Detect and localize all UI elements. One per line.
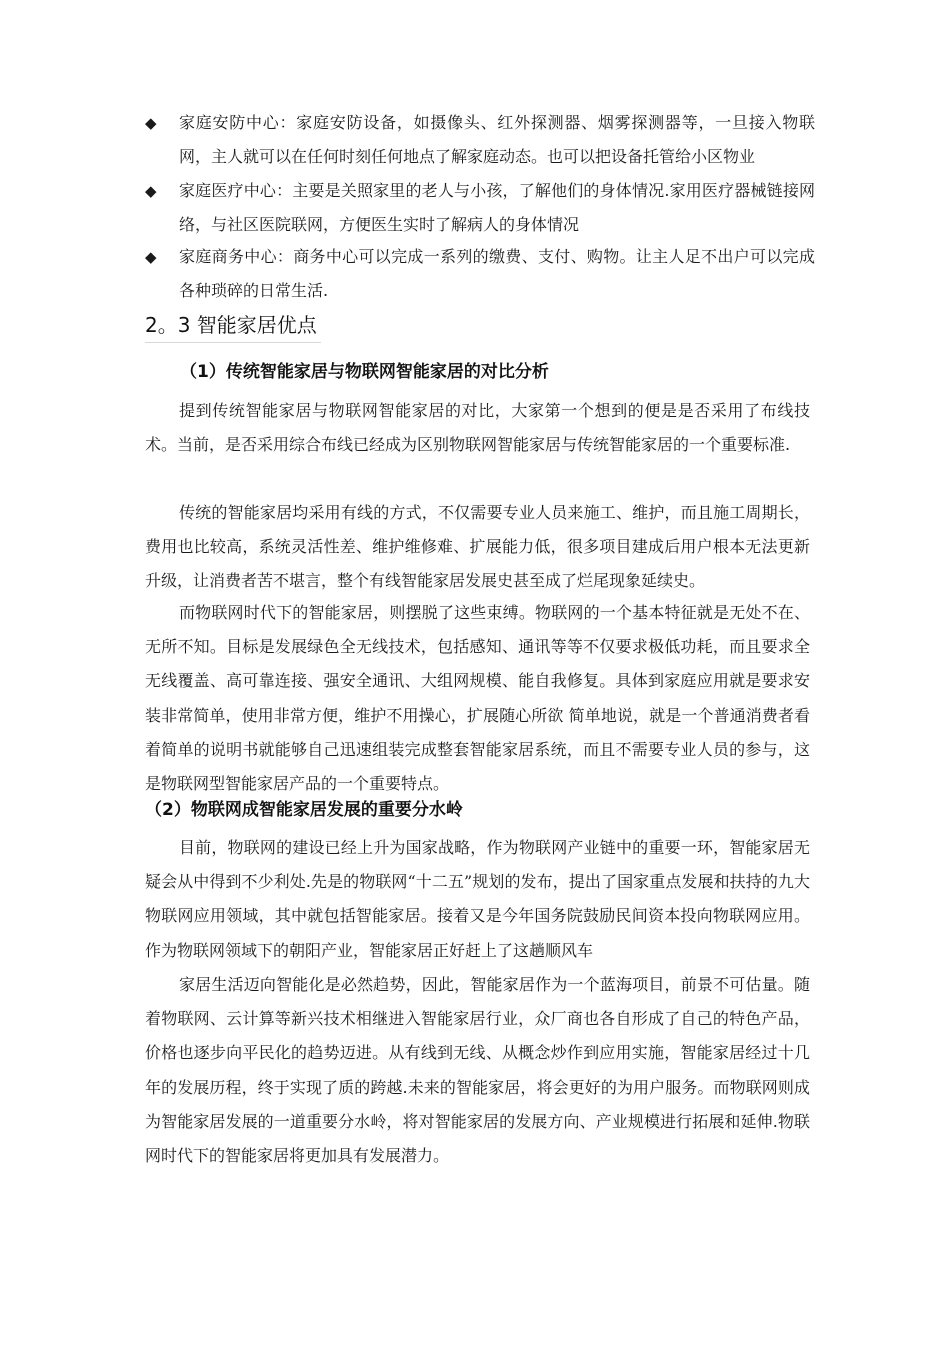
paragraph: 家居生活迈向智能化是必然趋势，因此，智能家居作为一个蓝海项目，前景不可估量。随着物联网、云计算等新兴技术相继进入智能家居行业，众厂商也各自形成了自己的特色产品，价格也逐步向平民化的趋势迈进。从有线到无线、从概念炒作到应用实施，智能家居经过十几年的发展历程，终于实现了质的跨越.未来的智能家居，将会更好的为用户服务。而物联网则成为智能家居发展的一道重要分水岭，将对智能家居的发展方向、产业规模进行拓展和延伸.物联网时代下的智能家居将更加具有发展潜力。 <box>145 975 810 1166</box>
diamond-bullet-icon: ◆ <box>145 114 157 132</box>
subsection-heading-watershed: （2）物联网成智能家居发展的重要分水岭 <box>145 800 463 820</box>
bullet-text: 家庭医疗中心：主要是关照家里的老人与小孩，了解他们的身体情况.家用医疗器械链接网络，与社区医院联网，方便医生实时了解病人的身体情况 <box>179 181 815 234</box>
section-heading: 2。3 智能家居优点 <box>145 308 321 343</box>
bullet-item-business <box>145 240 815 308</box>
paragraph: 而物联网时代下的智能家居，则摆脱了这些束缚。物联网的一个基本特征就是无处不在、无所不知。目标是发展绿色全无线技术，包括感知、通讯等等不仅要求极低功耗，而且要求全无线覆盖、高可靠连接、强安全通讯、大组网规模、能自我修复。具体到家庭应用就是要求安装非常简单，使用非常方便，维护不用操心，扩展随心所欲 简单地说，就是一个普通消费者看着简单的说明书就能够自己迅速组装完成整套智能家居系统，而且不需要专业人员的参与，这是物联网型智能家居产品的一个重要特点。 <box>145 603 810 794</box>
bullet-item-security <box>145 106 815 174</box>
paragraph: 目前，物联网的建设已经上升为国家战略，作为物联网产业链中的重要一环，智能家居无疑会从中得到不少利处.先是的物联网“十二五”规划的发布，提出了国家重点发展和扶持的九大物联网应用领域，其中就包括智能家居。接着又是今年国务院鼓励民间资本投向物联网应用。作为物联网领域下的朝阳产业，智能家居正好赶上了这趟顺风车 <box>145 838 810 960</box>
diamond-bullet-icon: ◆ <box>145 182 157 200</box>
subsection-heading-comparison: （1）传统智能家居与物联网智能家居的对比分析 <box>180 362 549 382</box>
bullet-item-medical <box>145 174 815 242</box>
bullet-text: 家庭安防中心：家庭安防设备，如摄像头、红外探测器、烟雾探测器等，一旦接入物联网，主人就可以在任何时刻任何地点了解家庭动态。也可以把设备托管给小区物业 <box>179 113 815 166</box>
bullet-text: 家庭商务中心：商务中心可以完成一系列的缴费、支付、购物。让主人足不出户可以完成各种琐碎的日常生活. <box>179 247 815 300</box>
paragraph: 传统的智能家居均采用有线的方式，不仅需要专业人员来施工、维护，而且施工周期长，费用也比较高，系统灵活性差、维护维修难、扩展能力低，很多项目建成后用户根本无法更新升级，让消费者苦不堪言，整个有线智能家居发展史甚至成了烂尾现象延续史。 <box>145 503 810 591</box>
paragraph: 提到传统智能家居与物联网智能家居的对比，大家第一个想到的便是是否采用了布线技术。当前，是否采用综合布线已经成为区别物联网智能家居与传统智能家居的一个重要标准. <box>145 401 810 455</box>
diamond-bullet-icon: ◆ <box>145 248 157 266</box>
